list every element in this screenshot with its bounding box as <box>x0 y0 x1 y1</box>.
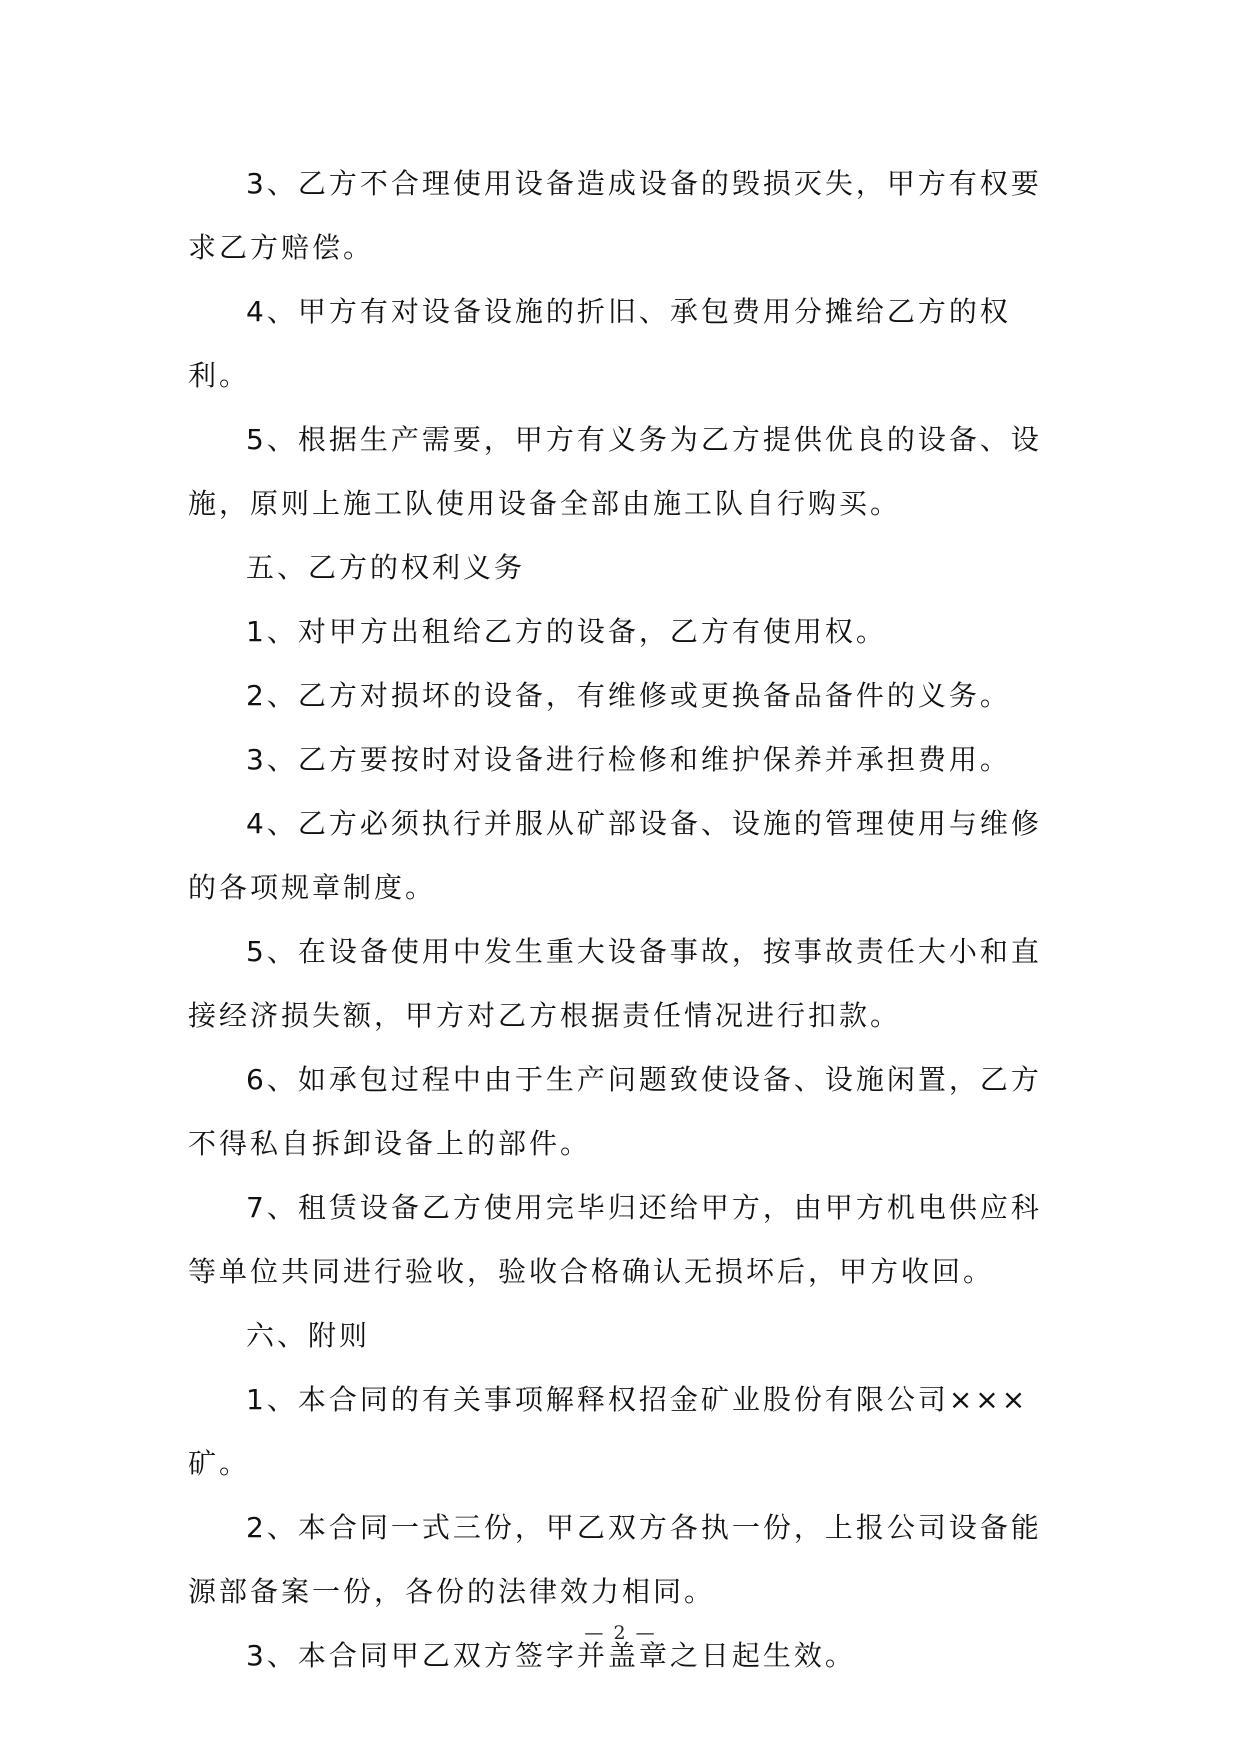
document-body <box>188 152 1054 1688</box>
clause-3-maintenance: 3、乙方要按时对设备进行检修和维护保养并承担费用。 <box>246 743 1011 776</box>
clause-2-repair-duty: 2、乙方对损坏的设备，有维修或更换备品备件的义务。 <box>246 679 1011 712</box>
clause-1-usage-right: 1、对甲方出租给乙方的设备，乙方有使用权。 <box>246 615 887 648</box>
clause-4-depreciation: 4、甲方有对设备设施的折旧、承包费用分摊给乙方的权利。 <box>188 295 1011 392</box>
clause-3-equipment-damage: 3、乙方不合理使用设备造成设备的毁损灭失，甲方有权要求乙方赔偿。 <box>188 167 1042 264</box>
page-number: — 2 — <box>584 1622 657 1644</box>
section-heading-five: 五、乙方的权利义务 <box>246 551 526 584</box>
supplementary-clause-2: 2、本合同一式三份，甲乙双方各执一份，上报公司设备能源部备案一份，各份的法律效力相同。 <box>188 1511 1042 1608</box>
clause-5-provide-equipment: 5、根据生产需要，甲方有义务为乙方提供优良的设备、设施，原则上施工队使用设备全部由施工队自行购买。 <box>188 423 1042 520</box>
clause-5-accident: 5、在设备使用中发生重大设备事故，按事故责任大小和直接经济损失额，甲方对乙方根据责任情况进行扣款。 <box>188 935 1042 1032</box>
supplementary-clause-1: 1、本合同的有关事项解释权招金矿业股份有限公司×××矿。 <box>188 1383 1029 1480</box>
clause-6-idle-equipment: 6、如承包过程中由于生产问题致使设备、设施闲置，乙方不得私自拆卸设备上的部件。 <box>188 1063 1042 1160</box>
clause-7-return-equipment: 7、租赁设备乙方使用完毕归还给甲方，由甲方机电供应科等单位共同进行验收，验收合格确认无损坏后，甲方收回。 <box>188 1191 1042 1288</box>
supplementary-clause-3: 3、本合同甲乙双方签字并盖章之日起生效。 <box>246 1639 856 1672</box>
section-heading-six: 六、附则 <box>246 1319 371 1352</box>
clause-4-regulations: 4、乙方必须执行并服从矿部设备、设施的管理使用与维修的各项规章制度。 <box>188 807 1042 904</box>
